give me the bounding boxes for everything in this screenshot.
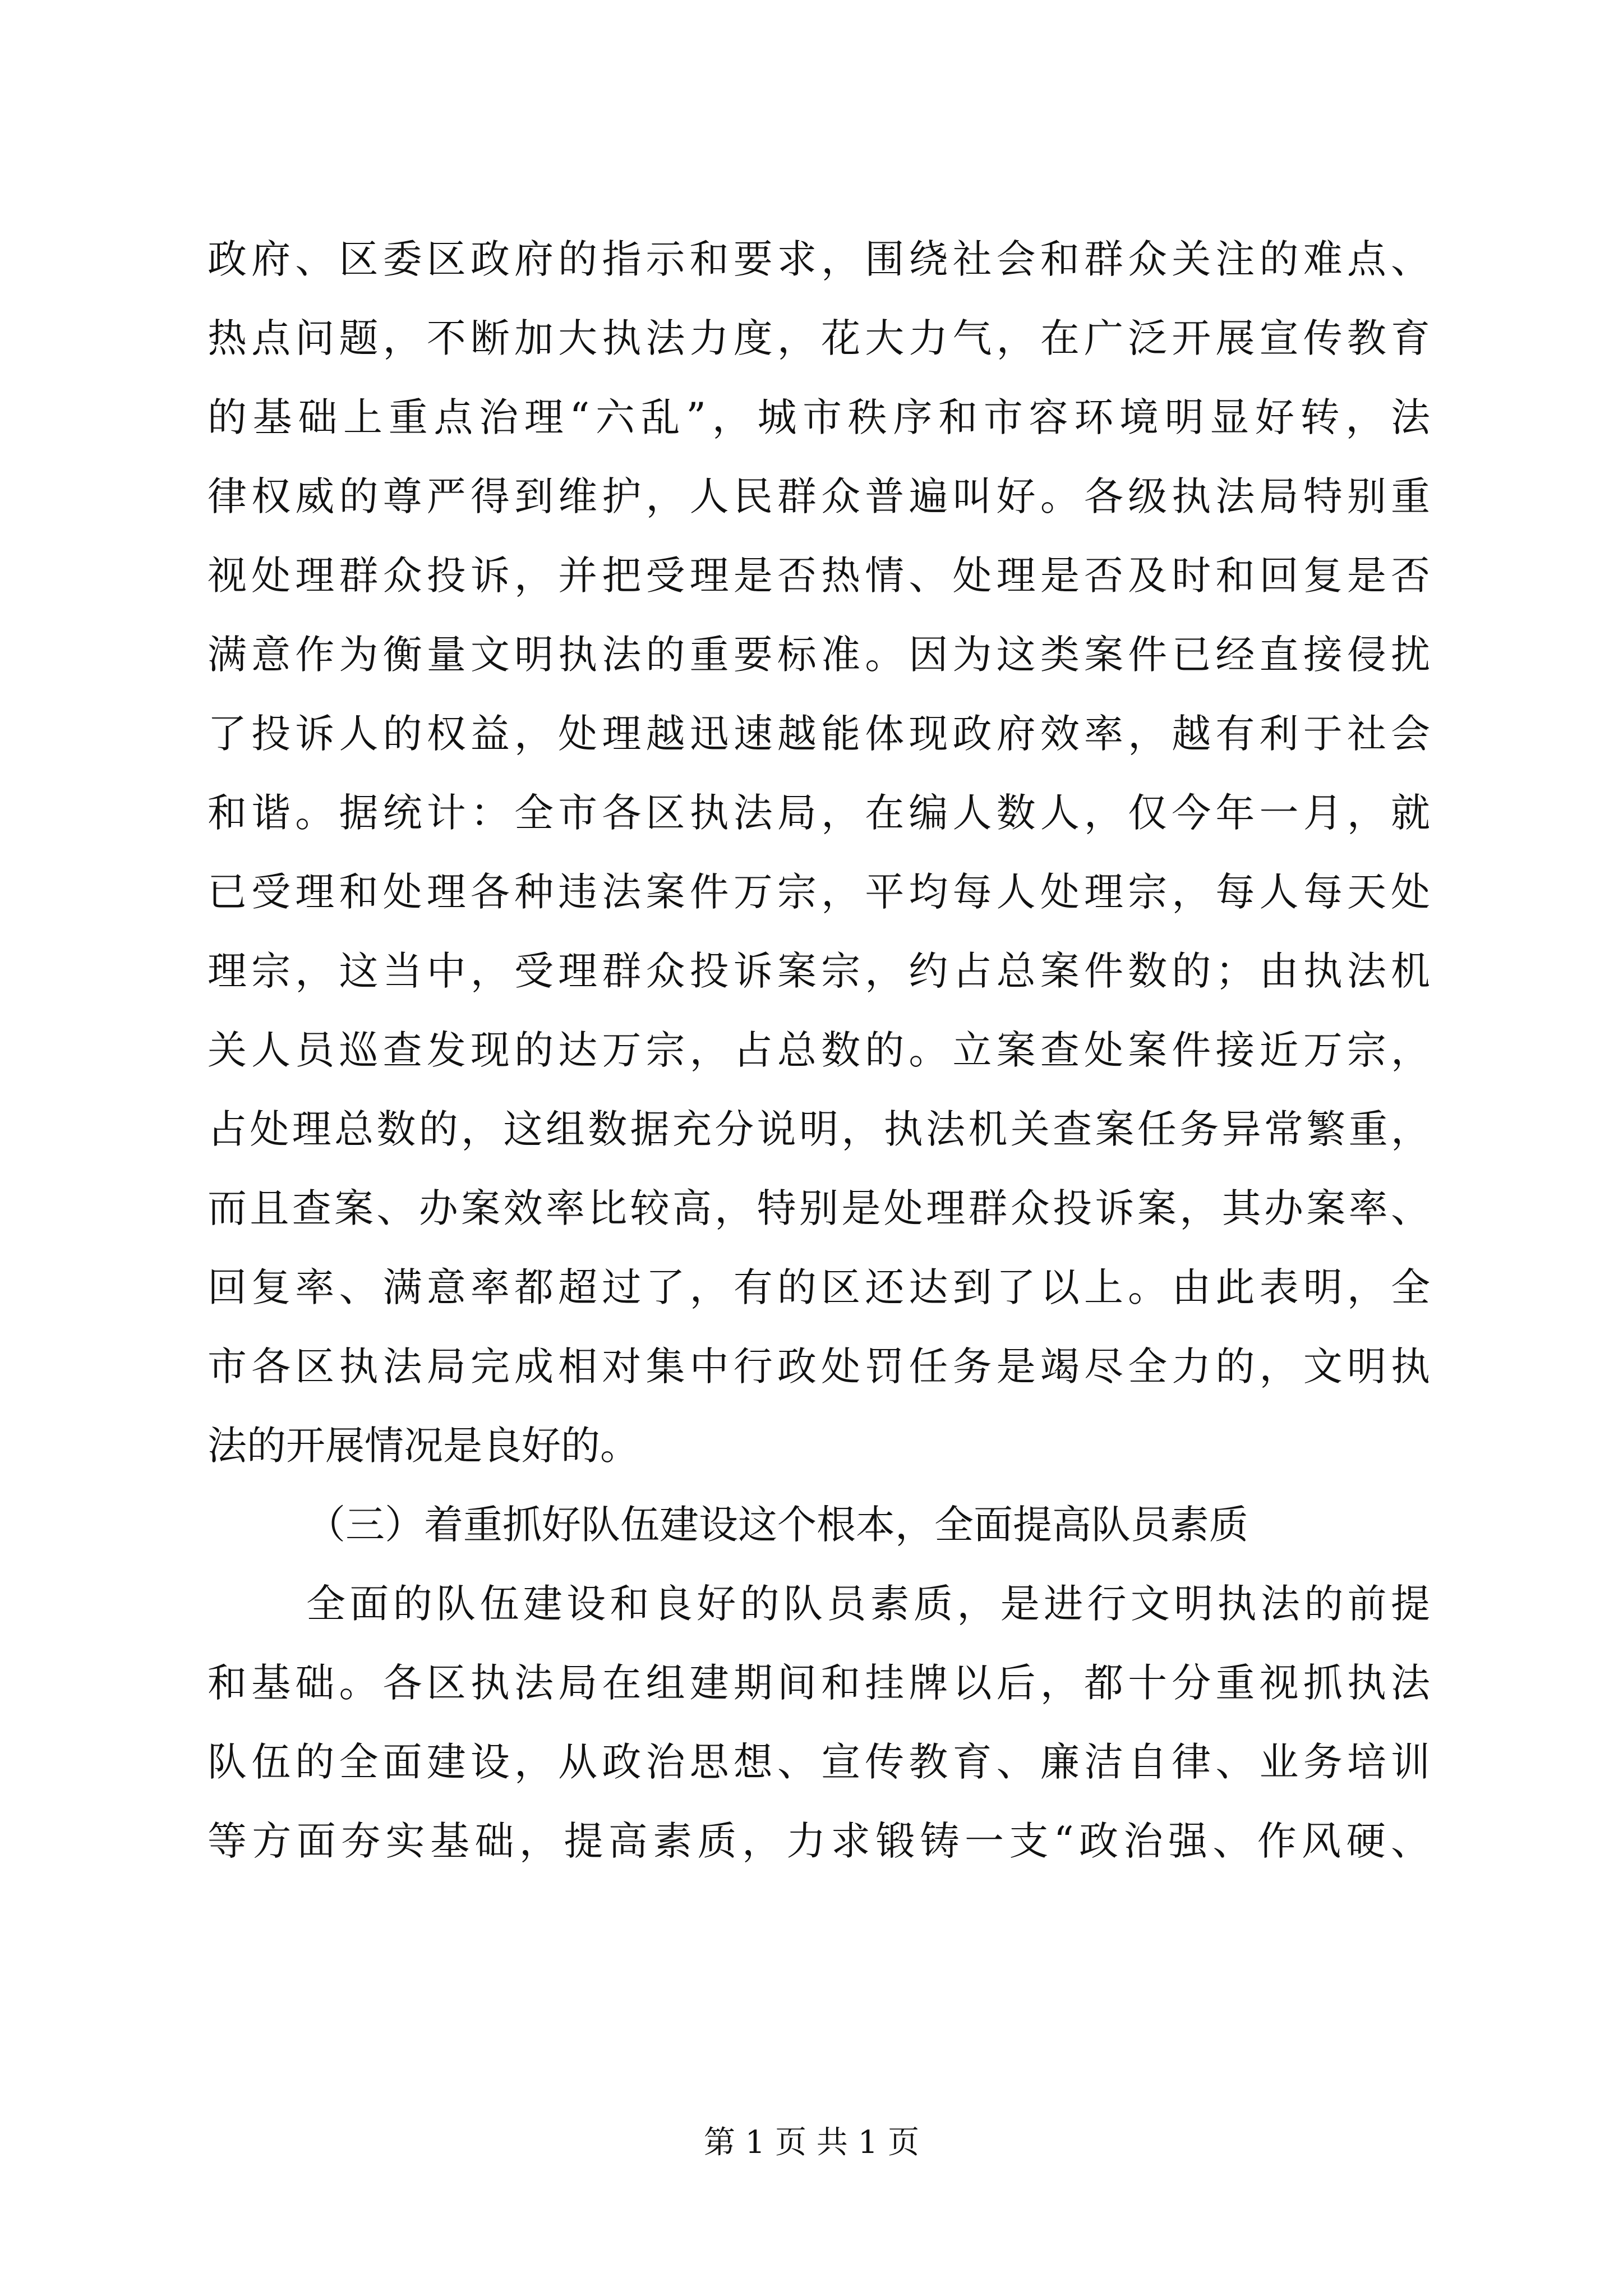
body-text — [208, 220, 1430, 1881]
paragraph-line: 全面的队伍建设和良好的队员素质，是进行文明执法的前提 — [306, 1581, 1430, 1627]
paragraph-line: 而且查案、办案效率比较高，特别是处理群众投诉案，其办案率、 — [208, 1185, 1430, 1231]
section-heading: （三）着重抓好队伍建设这个根本，全面提高队员素质 — [306, 1502, 1248, 1548]
paragraph-line: 和谐。据统计：全市各区执法局，在编人数人，仅今年一月，就 — [208, 790, 1430, 836]
paragraph-line: 占处理总数的，这组数据充分说明，执法机关查案任务异常繁重， — [208, 1106, 1430, 1152]
paragraph-line: 等方面夯实基础，提高素质，力求锻铸一支“政治强、作风硬、 — [208, 1818, 1430, 1864]
paragraph-line: 关人员巡查发现的达万宗，占总数的。立案查处案件接近万宗， — [208, 1027, 1430, 1073]
paragraph-line: 满意作为衡量文明执法的重要标准。因为这类案件已经直接侵扰 — [208, 632, 1430, 678]
paragraph-line: 了投诉人的权益，处理越迅速越能体现政府效率，越有利于社会 — [208, 711, 1430, 757]
paragraph-line: 视处理群众投诉，并把受理是否热情、处理是否及时和回复是否 — [208, 553, 1430, 599]
paragraph-line: 律权威的尊严得到维护，人民群众普遍叫好。各级执法局特别重 — [208, 473, 1430, 519]
paragraph-line: 回复率、满意率都超过了，有的区还达到了以上。由此表明，全 — [208, 1264, 1430, 1310]
paragraph-line: 的基础上重点治理“六乱”，城市秩序和市容环境明显好转，法 — [208, 394, 1430, 440]
paragraph-line: 法的开展情况是良好的。 — [208, 1423, 639, 1469]
paragraph-line: 热点问题，不断加大执法力度，花大力气，在广泛开展宣传教育 — [208, 315, 1430, 361]
paragraph-line: 和基础。各区执法局在组建期间和挂牌以后，都十分重视抓执法 — [208, 1660, 1430, 1706]
paragraph-line: 已受理和处理各种违法案件万宗，平均每人处理宗，每人每天处 — [208, 869, 1430, 915]
paragraph-line: 市各区执法局完成相对集中行政处罚任务是竭尽全力的，文明执 — [208, 1343, 1430, 1389]
paragraph-line: 队伍的全面建设，从政治思想、宣传教育、廉洁自律、业务培训 — [208, 1739, 1430, 1785]
paragraph-line: 政府、区委区政府的指示和要求，围绕社会和群众关注的难点、 — [208, 236, 1430, 282]
page-footer: 第 1 页 共 1 页 — [703, 2124, 920, 2161]
paragraph-line: 理宗，这当中，受理群众投诉案宗，约占总案件数的；由执法机 — [208, 948, 1430, 994]
